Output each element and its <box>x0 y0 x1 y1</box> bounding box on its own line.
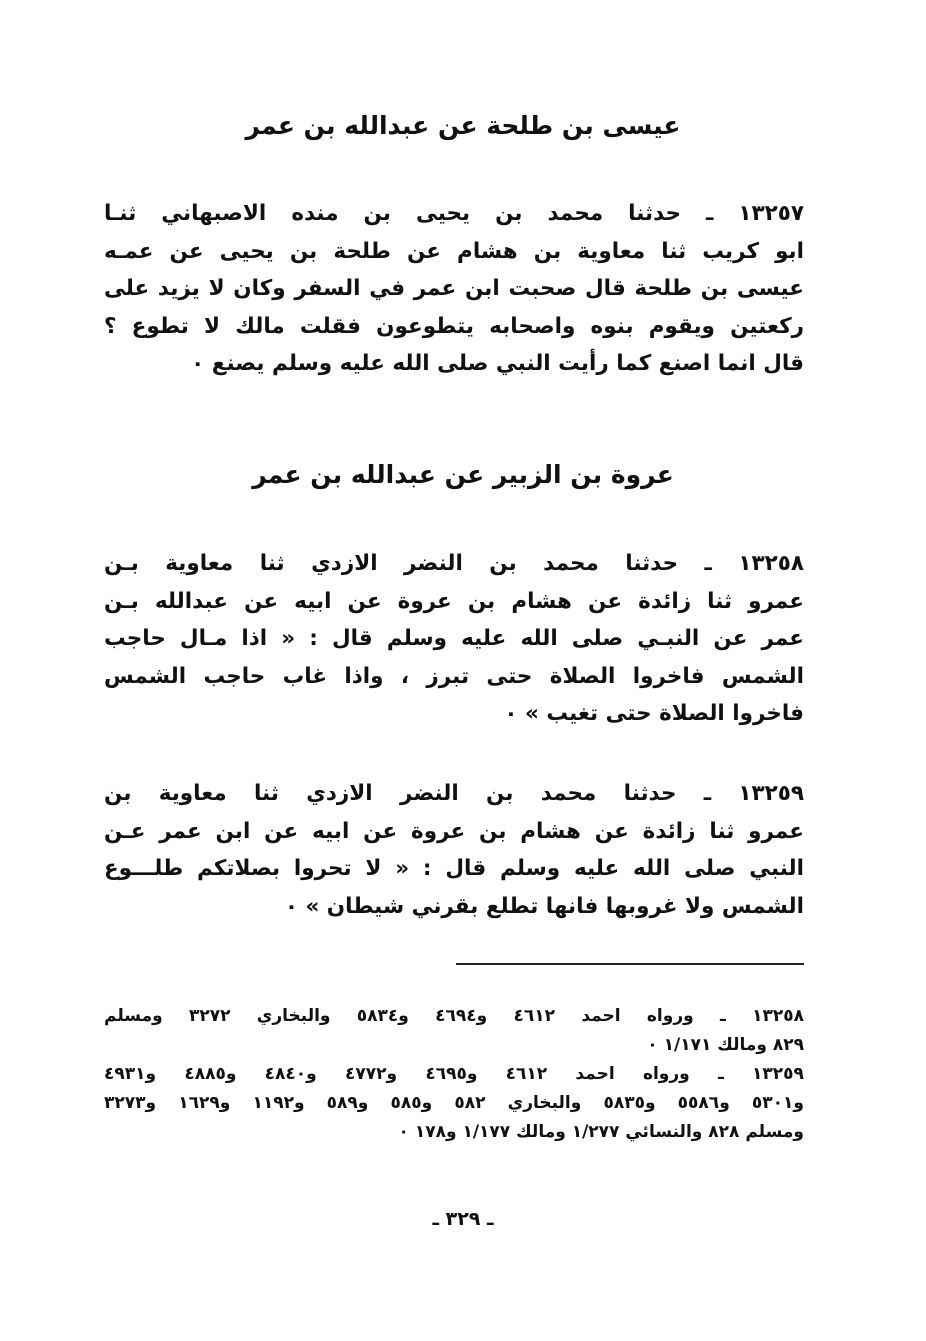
footnote-line: ١٣٢٥٩ ـ ورواه احمد ٤٦١٢ و٤٦٩٥ و٤٧٧٢ و٤٨٤٠ و٤٨٨٥ و٤٩٣١ <box>104 1064 804 1084</box>
hadith-line: عمرو ثنا زائدة عن هشام بن عروة عن ابيه عن ابن عمر عـن <box>104 818 804 844</box>
hadith-line: الشمس فاخروا الصلاة حتى تبرز ، واذا غاب حاجب الشمس <box>104 663 804 689</box>
hadith-line: قال انما اصنع كما رأيت النبي صلى الله عليه وسلم يصنع ٠ <box>191 351 804 376</box>
hadith-13259 <box>104 775 804 925</box>
hadith-line: عمر عن النبـي صلى الله عليه وسلم قال : « اذا مـال حاجب <box>104 626 804 651</box>
hadith-13258 <box>104 545 804 733</box>
footnote-line: ٨٢٩ ومالك ١/١٧١ ٠ <box>647 1035 804 1055</box>
hadith-line: ١٣٢٥٨ ـ حدثنا محمد بن النضر الازدي ثنا معاوية بـن <box>104 551 804 576</box>
hadith-line: ١٣٢٥٩ ـ حدثنا محمد بن النضر الازدي ثنا معاوية بن <box>104 781 804 806</box>
page-number: ـ ٣٢٩ ـ <box>432 1208 494 1230</box>
footnote-line: ومسلم ٨٢٨ والنسائي ١/٢٧٧ ومالك ١/١٧٧ و١٧٨ ٠ <box>398 1122 804 1142</box>
footnote-line: و٥٣٠١ و٥٥٨٦ و٥٨٣٥ والبخاري ٥٨٢ و٥٨٥ و٥٨٩ و١١٩٢ و١٦٢٩ و٣٢٧٣ <box>104 1093 804 1113</box>
section-heading-isa: عيسى بن طلحة عن عبدالله بن عمر <box>245 111 681 140</box>
hadith-line: ابو كريب ثنا معاوية بن هشام عن طلحة بن يحيى عن عمـه <box>104 238 804 264</box>
footnote-divider <box>456 963 804 965</box>
footnotes <box>104 1002 804 1147</box>
hadith-line: عمرو ثنا زائدة عن هشام بن عروة عن ابيه عن عبدالله بـن <box>104 588 804 614</box>
section-heading-urwa: عروة بن الزبير عن عبدالله بن عمر <box>252 460 674 489</box>
footnote-line: ١٣٢٥٨ ـ ورواه احمد ٤٦١٢ و٤٦٩٤ و٥٨٣٤ والبخاري ٣٢٧٢ ومسلم <box>104 1006 804 1026</box>
hadith-line: النبي صلى الله عليه وسلم قال : « لا تحروا بصلاتكم طلـــوع <box>104 856 804 881</box>
hadith-line: فاخروا الصلاة حتى تغيب » ٠ <box>504 701 804 726</box>
hadith-line: ١٣٢٥٧ ـ حدثنا محمد بن يحيى بن منده الاصبهاني ثنـا <box>104 201 804 226</box>
hadith-line: الشمس ولا غروبها فانها تطلع بقرني شيطان » ٠ <box>284 893 804 919</box>
hadith-line: ركعتين ويقوم بنوه واصحابه يتطوعون فقلت مالك لا تطوع ؟ <box>104 313 804 339</box>
hadith-13257 <box>104 195 804 383</box>
hadith-line: عيسى بن طلحة قال صحبت ابن عمر في السفر وكان لا يزيد على <box>104 276 804 301</box>
